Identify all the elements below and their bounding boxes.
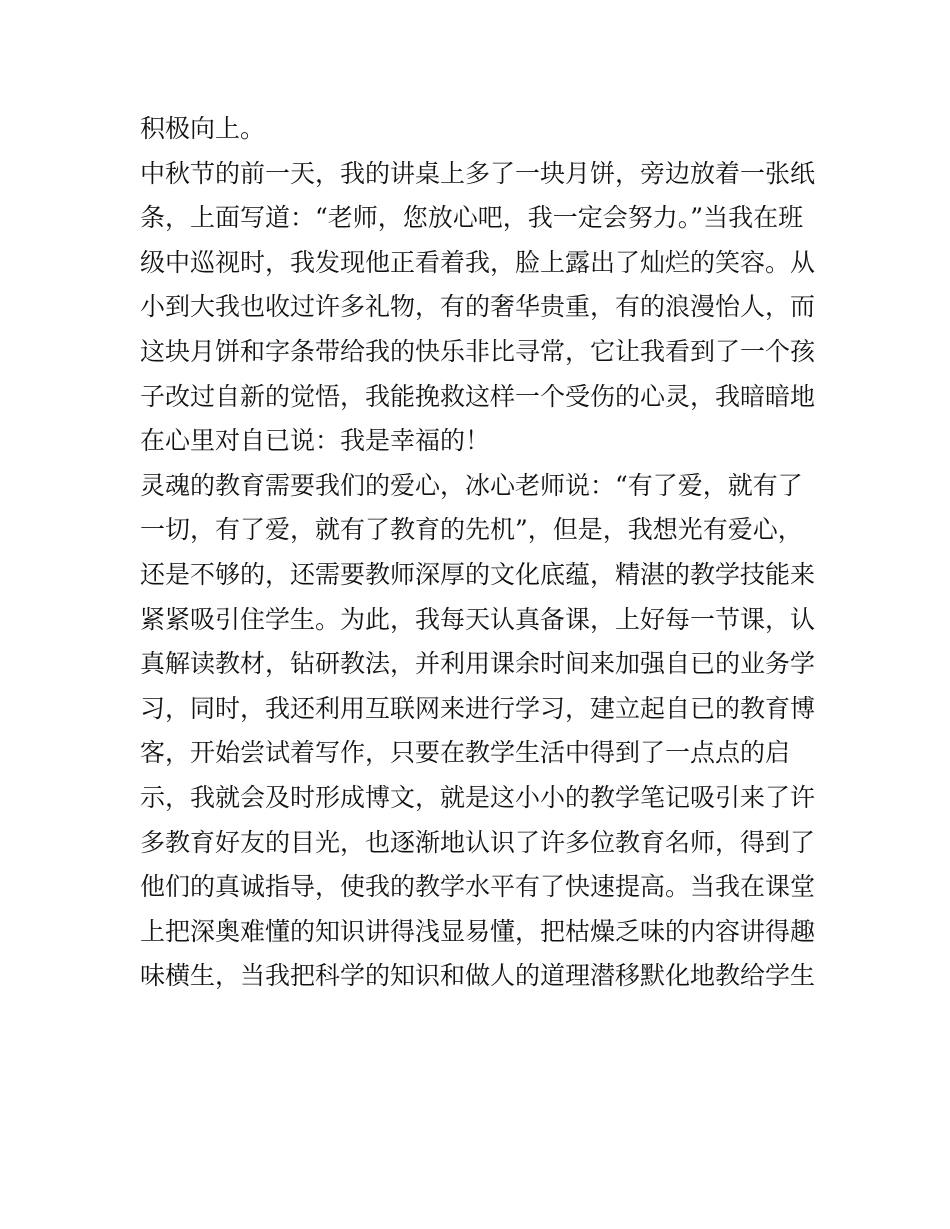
text-line-12: 紧紧吸引住学生。为此，我每天认真备课，上好每一节课，认	[140, 604, 816, 634]
text-line-8: 在心里对自已说：我是幸福的！	[140, 426, 491, 456]
text-line-18: 他们的真诚指导，使我的教学水平有了快速提高。当我在课堂	[140, 872, 816, 902]
text-line-10: 一切，有了爱，就有了教育的先机”，但是，我想光有爱心，	[140, 515, 803, 545]
text-line-16: 示，我就会及时形成博文，就是这小小的教学笔记吸引来了许	[140, 782, 816, 812]
text-line-5: 小到大我也收过许多礼物，有的奢华贵重，有的浪漫怡人，而	[140, 292, 816, 322]
text-line-11: 还是不够的，还需要教师深厚的文化底蕴，精湛的教学技能来	[140, 559, 816, 589]
text-line-4: 级中巡视时，我发现他正看着我，脸上露出了灿烂的笑容。从	[140, 247, 816, 277]
text-line-1: 积极向上。	[140, 114, 266, 143]
text-line-3: 条，上面写道：“老师，您放心吧，我一定会努力。”当我在班	[140, 203, 804, 233]
text-line-15: 客，开始尝试着写作，只要在教学生活中得到了一点点的启	[140, 738, 791, 768]
body-text	[140, 107, 820, 999]
text-line-19: 上把深奥难懂的知识讲得浅显易懂，把枯燥乏味的内容讲得趣	[140, 916, 816, 946]
text-line-2: 中秋节的前一天，我的讲桌上多了一块月饼，旁边放着一张纸	[140, 158, 816, 188]
text-line-9: 灵魂的教育需要我们的爱心，冰心老师说：“有了爱，就有了	[140, 470, 803, 500]
text-line-17: 多教育好友的目光，也逐渐地认识了许多位教育名师，得到了	[140, 827, 816, 857]
text-line-20: 味横生，当我把科学的知识和做人的道理潜移默化地教给学生	[140, 961, 816, 991]
text-line-7: 子改过自新的觉悟，我能挽救这样一个受伤的心灵，我暗暗地	[140, 381, 816, 411]
text-line-14: 习，同时，我还利用互联网来进行学习，建立起自已的教育博	[140, 693, 816, 723]
text-line-13: 真解读教材，钻研教法，并利用课余时间来加强自已的业务学	[140, 649, 816, 679]
text-line-6: 这块月饼和字条带给我的快乐非比寻常，它让我看到了一个孩	[140, 336, 816, 366]
